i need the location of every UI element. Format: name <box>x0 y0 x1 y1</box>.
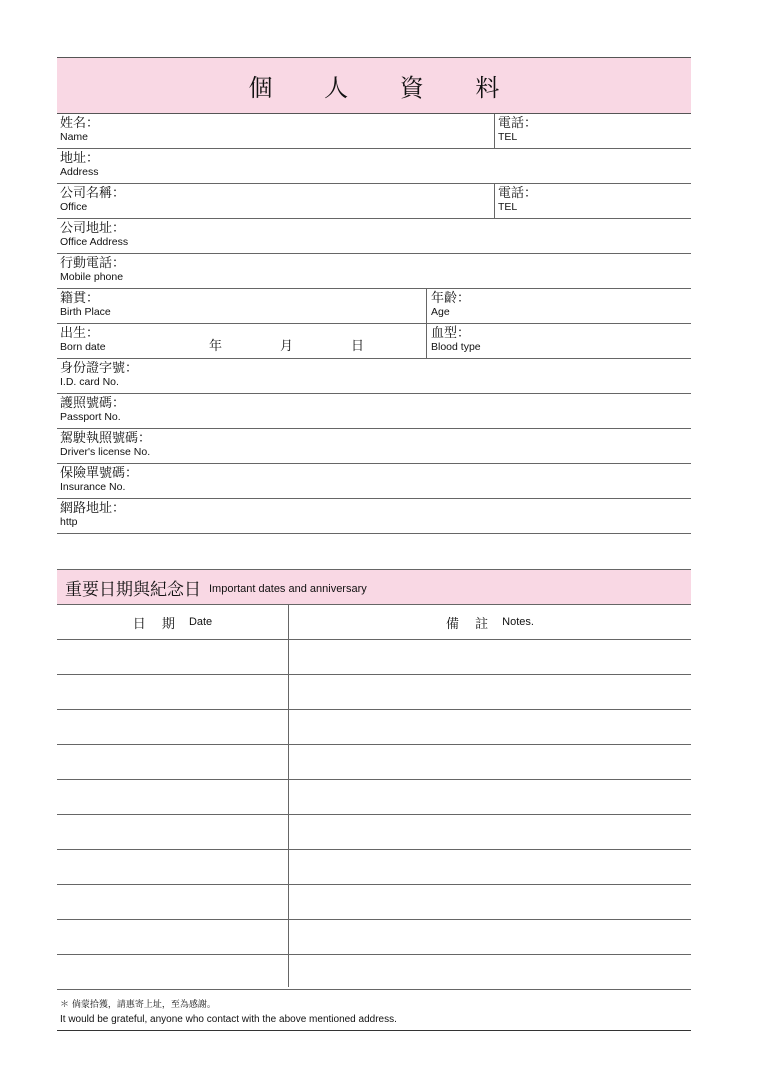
date-header-en: Date <box>188 616 213 628</box>
id-card-label-en: I.D. card No. <box>60 376 119 388</box>
table-row[interactable] <box>57 710 691 745</box>
office-address-label-en: Office Address <box>60 236 129 248</box>
address-label-en: Address <box>60 166 99 178</box>
notes-header-en: Notes. <box>502 616 534 628</box>
name-label: 姓名： <box>60 116 100 131</box>
section-title: 重要日期與紀念日 <box>65 579 201 600</box>
table-row[interactable] <box>57 640 691 675</box>
drivers-license-label-en: Driver's license No. <box>60 446 151 458</box>
field-row-address[interactable] <box>57 149 691 184</box>
divider <box>494 184 495 218</box>
month-unit: 月 <box>280 339 294 354</box>
field-row-http[interactable] <box>57 499 691 534</box>
year-unit: 年 <box>209 339 223 354</box>
day-unit: 日 <box>351 339 365 354</box>
id-card-label: 身份證字號： <box>60 361 139 376</box>
born-label: 出生： <box>60 326 100 341</box>
table-header <box>57 605 691 640</box>
age-label-en: Age <box>431 306 450 318</box>
field-row-id-card[interactable] <box>57 359 691 394</box>
http-label-en: http <box>60 516 78 528</box>
drivers-license-label: 駕駛執照號碼： <box>60 431 152 446</box>
field-row-office[interactable] <box>57 184 691 219</box>
field-row-insurance[interactable] <box>57 464 691 499</box>
mobile-label: 行動電話： <box>60 256 126 271</box>
insurance-label: 保險單號碼： <box>60 466 139 481</box>
table-row[interactable] <box>57 780 691 815</box>
page-title: 個 人 資 料 <box>248 74 522 102</box>
important-dates-header <box>57 569 691 605</box>
personal-info-sheet <box>57 57 691 1031</box>
blood-type-label: 血型： <box>431 326 471 341</box>
divider <box>494 114 495 148</box>
table-row[interactable] <box>57 675 691 710</box>
table-row[interactable] <box>57 745 691 780</box>
office-tel-label: 電話： <box>498 186 538 201</box>
table-row[interactable] <box>57 850 691 885</box>
mobile-label-en: Mobile phone <box>60 271 124 283</box>
office-label: 公司名稱： <box>60 186 126 201</box>
footer-note <box>57 990 691 1031</box>
field-row-passport[interactable] <box>57 394 691 429</box>
passport-label: 護照號碼： <box>60 396 126 411</box>
blood-type-label-en: Blood type <box>431 341 481 353</box>
name-label-en: Name <box>60 131 89 143</box>
insurance-label-en: Insurance No. <box>60 481 126 493</box>
table-row[interactable] <box>57 815 691 850</box>
divider <box>426 324 427 358</box>
office-tel-label-en: TEL <box>498 201 518 213</box>
tel-label: 電話： <box>498 116 538 131</box>
divider <box>426 289 427 323</box>
age-label: 年齡： <box>431 291 471 306</box>
office-address-label: 公司地址： <box>60 221 126 236</box>
field-row-birth-place[interactable] <box>57 289 691 324</box>
birth-place-label-en: Birth Place <box>60 306 111 318</box>
office-label-en: Office <box>60 201 88 213</box>
field-row-office-address[interactable] <box>57 219 691 254</box>
footer-note-zh: ＊ 倘蒙拾獲，請惠寄上址，至為感謝。 <box>60 1000 216 1010</box>
born-label-en: Born date <box>60 341 106 353</box>
field-row-drivers-license[interactable] <box>57 429 691 464</box>
http-label: 網路地址： <box>60 501 126 516</box>
field-row-born-date[interactable] <box>57 324 691 359</box>
dates-table <box>57 605 691 990</box>
table-row[interactable] <box>57 920 691 955</box>
notes-header: 備 註 <box>446 616 495 632</box>
footer-note-en: It would be grateful, anyone who contact with the above mentioned address. <box>60 1014 397 1025</box>
field-row-name[interactable] <box>57 114 691 149</box>
passport-label-en: Passport No. <box>60 411 121 423</box>
table-row[interactable] <box>57 955 691 990</box>
title-bar <box>57 57 691 114</box>
section-title-en: Important dates and anniversary <box>209 583 367 595</box>
address-label: 地址： <box>60 151 100 166</box>
tel-label-en: TEL <box>498 131 518 143</box>
birth-place-label: 籍貫： <box>60 291 100 306</box>
field-row-mobile[interactable] <box>57 254 691 289</box>
date-header: 日 期 <box>132 616 181 632</box>
table-row[interactable] <box>57 885 691 920</box>
